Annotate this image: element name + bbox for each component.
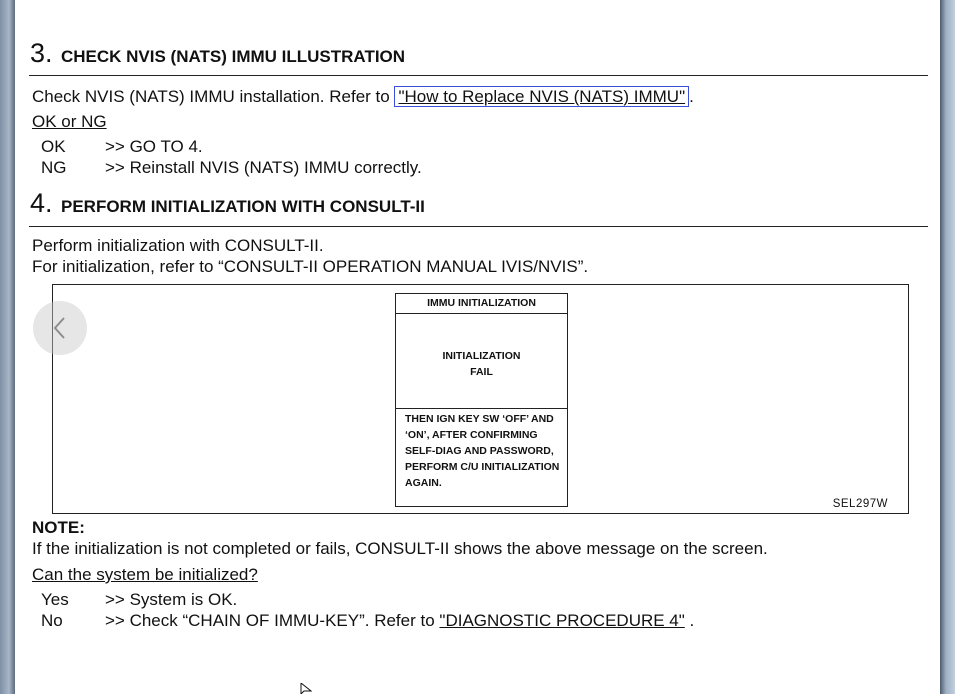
status-line: INITIALIZATION: [442, 350, 521, 362]
step-3-instruction: [32, 87, 694, 107]
message-line: SELF-DIAG AND PASSWORD,: [405, 445, 554, 457]
instruction-text: Check NVIS (NATS) IMMU installation. Refer to: [32, 87, 390, 106]
result-key: OK: [41, 137, 66, 156]
screen-status: [396, 348, 567, 380]
result-action-text: >> Check “CHAIN OF IMMU-KEY”. Refer to: [105, 611, 435, 630]
status-line: FAIL: [470, 366, 493, 378]
previous-page-button[interactable]: [33, 301, 87, 355]
figure-code: SEL297W: [832, 498, 888, 510]
result-action: >> GO TO 4.: [105, 137, 203, 156]
step-3-title: CHECK NVIS (NATS) IMMU ILLUSTRATION: [60, 47, 406, 66]
diagnostic-procedure-link[interactable]: "DIAGNOSTIC PROCEDURE 4": [439, 611, 685, 630]
note-text: If the initialization is not completed or fails, CONSULT-II shows the above message on the screen.: [32, 539, 768, 558]
message-line: ‘ON’, AFTER CONFIRMING: [405, 429, 538, 441]
result-key: No: [41, 611, 63, 630]
step-4-title: PERFORM INITIALIZATION WITH CONSULT-II: [60, 197, 425, 216]
result-action: >> System is OK.: [105, 590, 238, 609]
result-action: [105, 611, 694, 631]
note-label: NOTE:: [32, 518, 85, 537]
screen-divider: [396, 408, 567, 409]
how-to-replace-link[interactable]: "How to Replace NVIS (NATS) IMMU": [394, 86, 689, 107]
step-4-heading: [30, 188, 425, 219]
result-key: NG: [41, 158, 67, 177]
step-4-question: Can the system be initialized?: [32, 565, 258, 584]
screen-message: [405, 411, 565, 491]
step-3-heading: [30, 38, 405, 69]
divider: [29, 226, 928, 227]
divider: [29, 75, 928, 76]
mouse-pointer-icon: [300, 683, 312, 694]
period: .: [689, 611, 695, 630]
step-4-line-2: For initialization, refer to “CONSULT-II OPERATION MANUAL IVIS/NVIS”.: [32, 257, 589, 276]
consult-screen: [395, 293, 568, 507]
message-line: AGAIN.: [405, 477, 442, 489]
step-3-number: 3.: [30, 38, 53, 68]
document-page: [15, 0, 940, 694]
message-line: THEN IGN KEY SW ‘OFF’ AND: [405, 413, 554, 425]
result-key: Yes: [41, 590, 69, 609]
step-3-question: OK or NG: [32, 112, 107, 131]
chevron-left-icon: [52, 316, 68, 340]
window-frame-right: [940, 0, 955, 694]
result-action: >> Reinstall NVIS (NATS) IMMU correctly.: [105, 158, 422, 177]
screen-header: IMMU INITIALIZATION: [396, 294, 567, 314]
step-4-number: 4.: [30, 188, 53, 218]
window-frame-left: [0, 0, 15, 694]
message-line: PERFORM C/U INITIALIZATION: [405, 461, 560, 473]
consult-screen-figure: [52, 284, 909, 514]
period: .: [689, 87, 694, 106]
step-4-line-1: Perform initialization with CONSULT-II.: [32, 236, 324, 255]
